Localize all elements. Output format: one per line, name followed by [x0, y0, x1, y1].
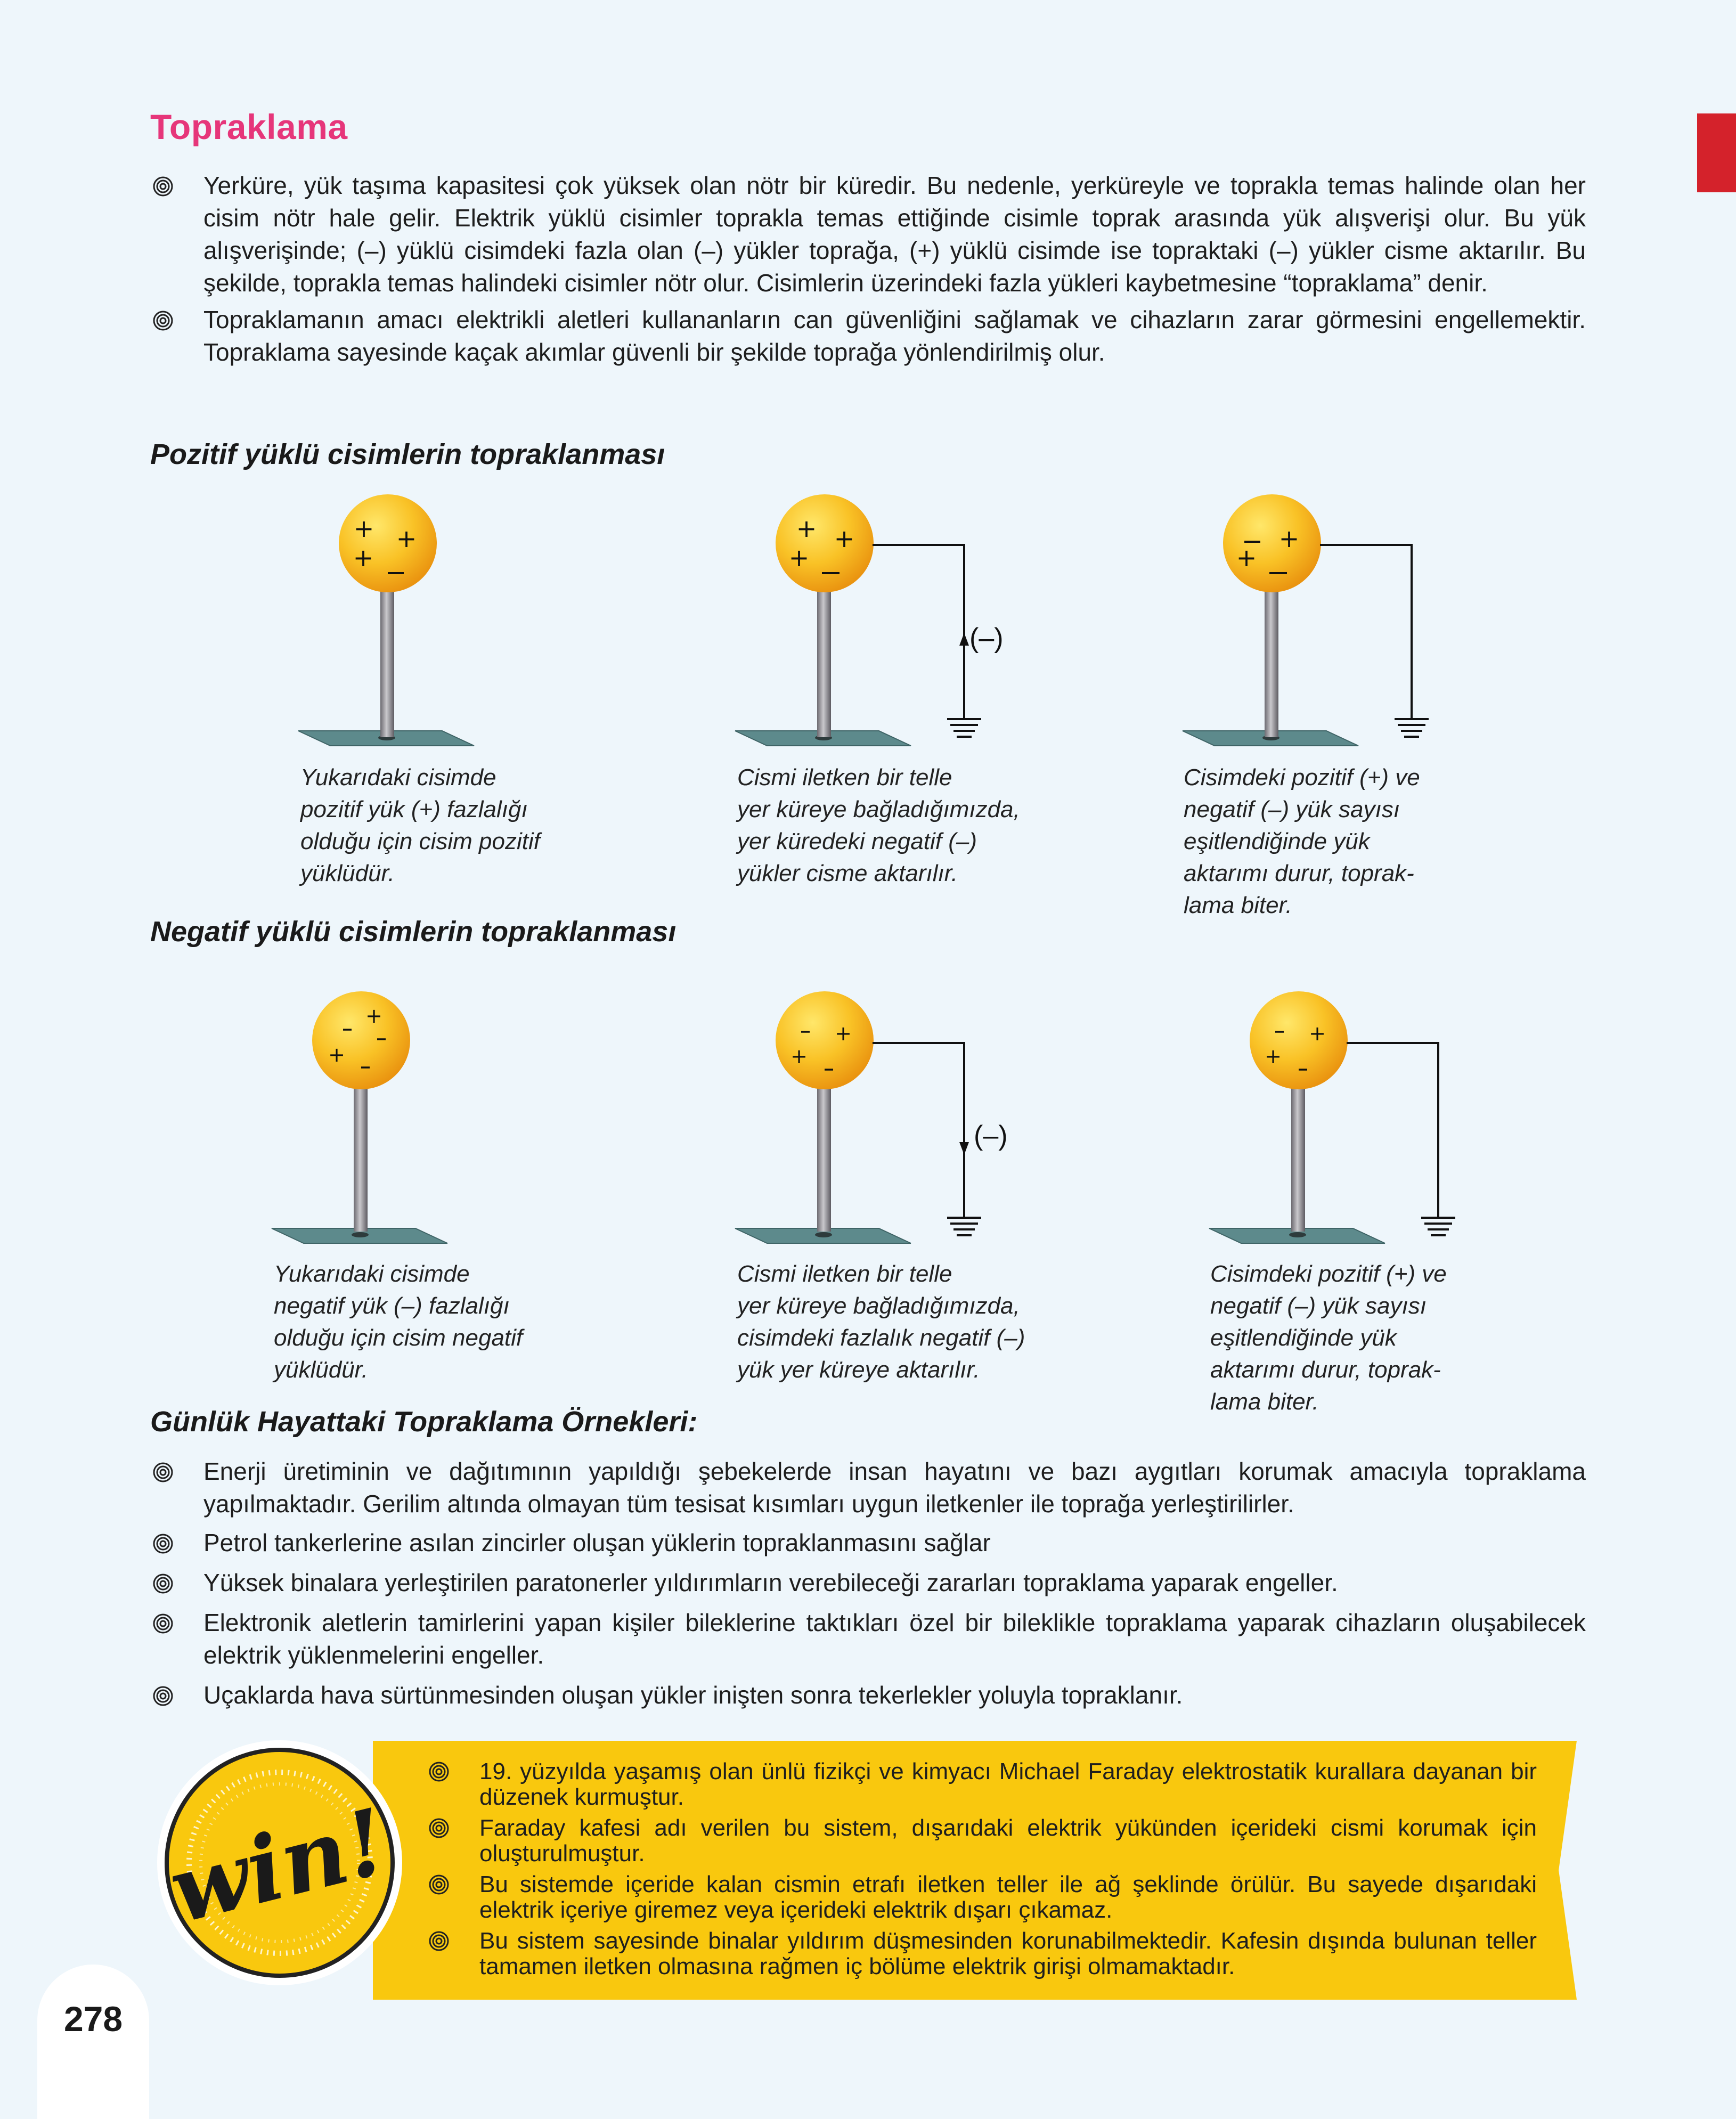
figure-caption: Cismi iletken bir telle yer küreye bağladığımızda, cisimdeki fazlalık negatif (–) yük yer küreye aktarılır. — [737, 1261, 1025, 1383]
win-badge — [154, 1738, 405, 1988]
spiral-bullet-icon — [152, 1573, 174, 1594]
page-number: 278 — [63, 1999, 123, 2039]
spiral-bullet-icon — [428, 1818, 450, 1839]
list-item: Faraday kafesi adı verilen bu sistem, dışarıdaki elektrik yükünden içerideki cismi korumak için oluşturulmuştur. — [426, 1815, 1537, 1867]
svg-text:+: + — [1236, 543, 1257, 572]
svg-text:+: + — [1278, 524, 1300, 553]
ground-icon — [1421, 1218, 1455, 1235]
charge-flow-label: (–) — [974, 1120, 1008, 1151]
negative-neutralized-figure — [1209, 990, 1486, 1245]
svg-text:+: + — [353, 543, 374, 572]
figure-caption: Yukarıdaki cisimde pozitif yük (+) fazlalığı olduğu için cisim pozitif yüklüdür. — [300, 764, 540, 886]
figure-caption: Cismi iletken bir telle yer küreye bağladığımızda, yer küredeki negatif (–) yükler cisme aktarılır. — [737, 764, 1020, 886]
win-bullets — [426, 1759, 1537, 1984]
insulating-rod — [1291, 1070, 1305, 1232]
spiral-bullet-icon — [152, 1533, 174, 1554]
ground-icon — [947, 719, 981, 737]
svg-text:+: + — [1309, 1022, 1326, 1045]
insulating-rod — [817, 580, 831, 737]
page-number-tab — [37, 1965, 149, 2119]
charged-sphere — [1250, 991, 1348, 1089]
list-item: Petrol tankerlerine asılan zincirler oluşan yüklerin topraklanmasını sağlar — [150, 1527, 1586, 1559]
negative-charged-sphere-figure — [272, 990, 463, 1245]
spiral-bullet-icon — [428, 1874, 450, 1895]
charged-sphere — [776, 991, 874, 1089]
daily-examples-heading: Günlük Hayattaki Topraklama Örnekleri: — [150, 1406, 698, 1438]
ground-icon — [1395, 719, 1429, 737]
svg-text:+: + — [790, 1045, 808, 1068]
page-title: Topraklama — [150, 107, 348, 146]
ground-icon — [947, 1218, 981, 1235]
svg-text:+: + — [1265, 1045, 1282, 1068]
list-item: Bu sistem sayesinde binalar yıldırım düşmesinden korunabilmektedir. Kafesin dışında bulunan teller tamamen iletken olmasına rağmen iç bölüme elektrik girişi olmamaktadır. — [426, 1928, 1537, 1979]
win-logo-text: win! — [160, 1788, 397, 1944]
list-item: Elektronik aletlerin tamirlerini yapan kişiler bileklerine taktıkları özel bir bileklikle topraklama yaparak cihazların oluşabilecek elektrik yüklenmelerini engeller. — [150, 1607, 1586, 1672]
negative-section-heading: Negatif yüklü cisimlerin topraklanması — [150, 916, 677, 948]
insulating-rod — [380, 580, 394, 737]
spiral-bullet-icon — [152, 1613, 174, 1634]
arrow-down-icon — [959, 1142, 969, 1155]
charged-sphere — [312, 991, 410, 1089]
ground-wire — [1320, 545, 1412, 719]
intro-bullets — [150, 169, 1586, 369]
svg-text:+: + — [328, 1043, 345, 1066]
insulating-rod — [354, 1070, 368, 1232]
list-item: 19. yüzyılda yaşamış olan ünlü fizikçi ve kimyacı Michael Faraday elektrostatik kurallara dayanan bir düzenek kurmuştur. — [426, 1759, 1537, 1810]
svg-text:+: + — [834, 524, 855, 553]
svg-text:+: + — [796, 514, 817, 543]
list-item: Bu sistemde içeride kalan cismin etrafı iletken teller ile ağ şeklinde örülür. Bu sayede dışarıdaki elektrik içeriye giremez veya içerideki elektrik dışarı çıkamaz. — [426, 1872, 1537, 1923]
ground-wire — [1347, 1043, 1438, 1218]
svg-text:+: + — [835, 1022, 852, 1045]
figure-caption: Cisimdeki pozitif (+) ve negatif (–) yük sayısı eşitlendiğinde yük aktarımı durur, toprak- lama biter. — [1184, 764, 1420, 918]
svg-text:+: + — [365, 1004, 382, 1028]
intro-bullet: Topraklamanın amacı elektrikli aletleri kullananların can güvenliğini sağlamak ve cihazların zarar görmesini engellemektir. Topraklama sayesinde kaçak akımlar güvenli bir şekilde toprağa yönlendirilmiş olur. — [150, 304, 1586, 369]
spiral-bullet-icon — [152, 176, 174, 197]
spiral-bullet-icon — [152, 1685, 174, 1707]
charge-flow-label: (–) — [969, 623, 1004, 654]
ground-wire — [873, 545, 964, 719]
arrow-up-icon — [959, 633, 969, 646]
figure-caption: Cisimdeki pozitif (+) ve negatif (–) yük sayısı eşitlendiğinde yük aktarımı durur, toprak- lama biter. — [1210, 1261, 1447, 1415]
spiral-bullet-icon — [152, 310, 174, 331]
negative-grounding-figure — [735, 990, 1012, 1245]
svg-text:+: + — [788, 543, 810, 572]
chapter-tab — [1697, 113, 1736, 192]
spiral-bullet-icon — [152, 1462, 174, 1483]
list-item: Uçaklarda hava sürtünmesinden oluşan yükler inişten sonra tekerlekler yoluyla topraklanır. — [150, 1679, 1586, 1712]
insulating-rod — [1265, 580, 1278, 737]
positive-section-heading: Pozitif yüklü cisimlerin topraklanması — [150, 438, 665, 470]
daily-examples-list — [150, 1455, 1586, 1712]
spiral-bullet-icon — [428, 1930, 450, 1952]
insulating-rod — [817, 1070, 831, 1232]
list-item: Yüksek binalara yerleştirilen paratonerler yıldırımların verebileceği zararları topraklama yaparak engeller. — [150, 1567, 1586, 1599]
ground-wire — [873, 1043, 964, 1218]
list-item: Enerji üretiminin ve dağıtımının yapıldığı şebekelerde insan hayatını ve bazı aygıtları korumak amacıyla topraklama yapılmaktadır. Gerilim altında olmayan tüm tesisat kısımları uygun iletkenler ile toprağa yerleştirilirler. — [150, 1455, 1586, 1520]
spiral-bullet-icon — [428, 1761, 450, 1782]
svg-text:+: + — [396, 524, 417, 553]
positive-neutralized-figure — [1183, 495, 1460, 751]
intro-bullet: Yerküre, yük taşıma kapasitesi çok yüksek olan nötr bir küredir. Bu nedenle, yerküreyle ve toprakla temas halinde olan her cisim nötr hale gelir. Elektrik yüklü cisimler toprakla temas ettiğinde cisimle toprak arasında yük alışverişi olur. Bu yük alışverişinde; (–) yüklü cisimdeki fazla olan (–) yükler toprağa, (+) yüklü cisimde ise topraktaki (–) yükler cisme aktarılır. Bu şekilde, toprakla temas halindeki cisimler nötr olur. Cisimlerin üzerindeki fazla yükleri kaybetmesine “topraklama” denir. — [150, 169, 1586, 299]
positive-charged-sphere-figure — [298, 495, 490, 751]
figure-caption: Yukarıdaki cisimde negatif yük (–) fazlalığı olduğu için cisim negatif yüklüdür. — [274, 1261, 523, 1383]
svg-text:+: + — [353, 514, 374, 543]
